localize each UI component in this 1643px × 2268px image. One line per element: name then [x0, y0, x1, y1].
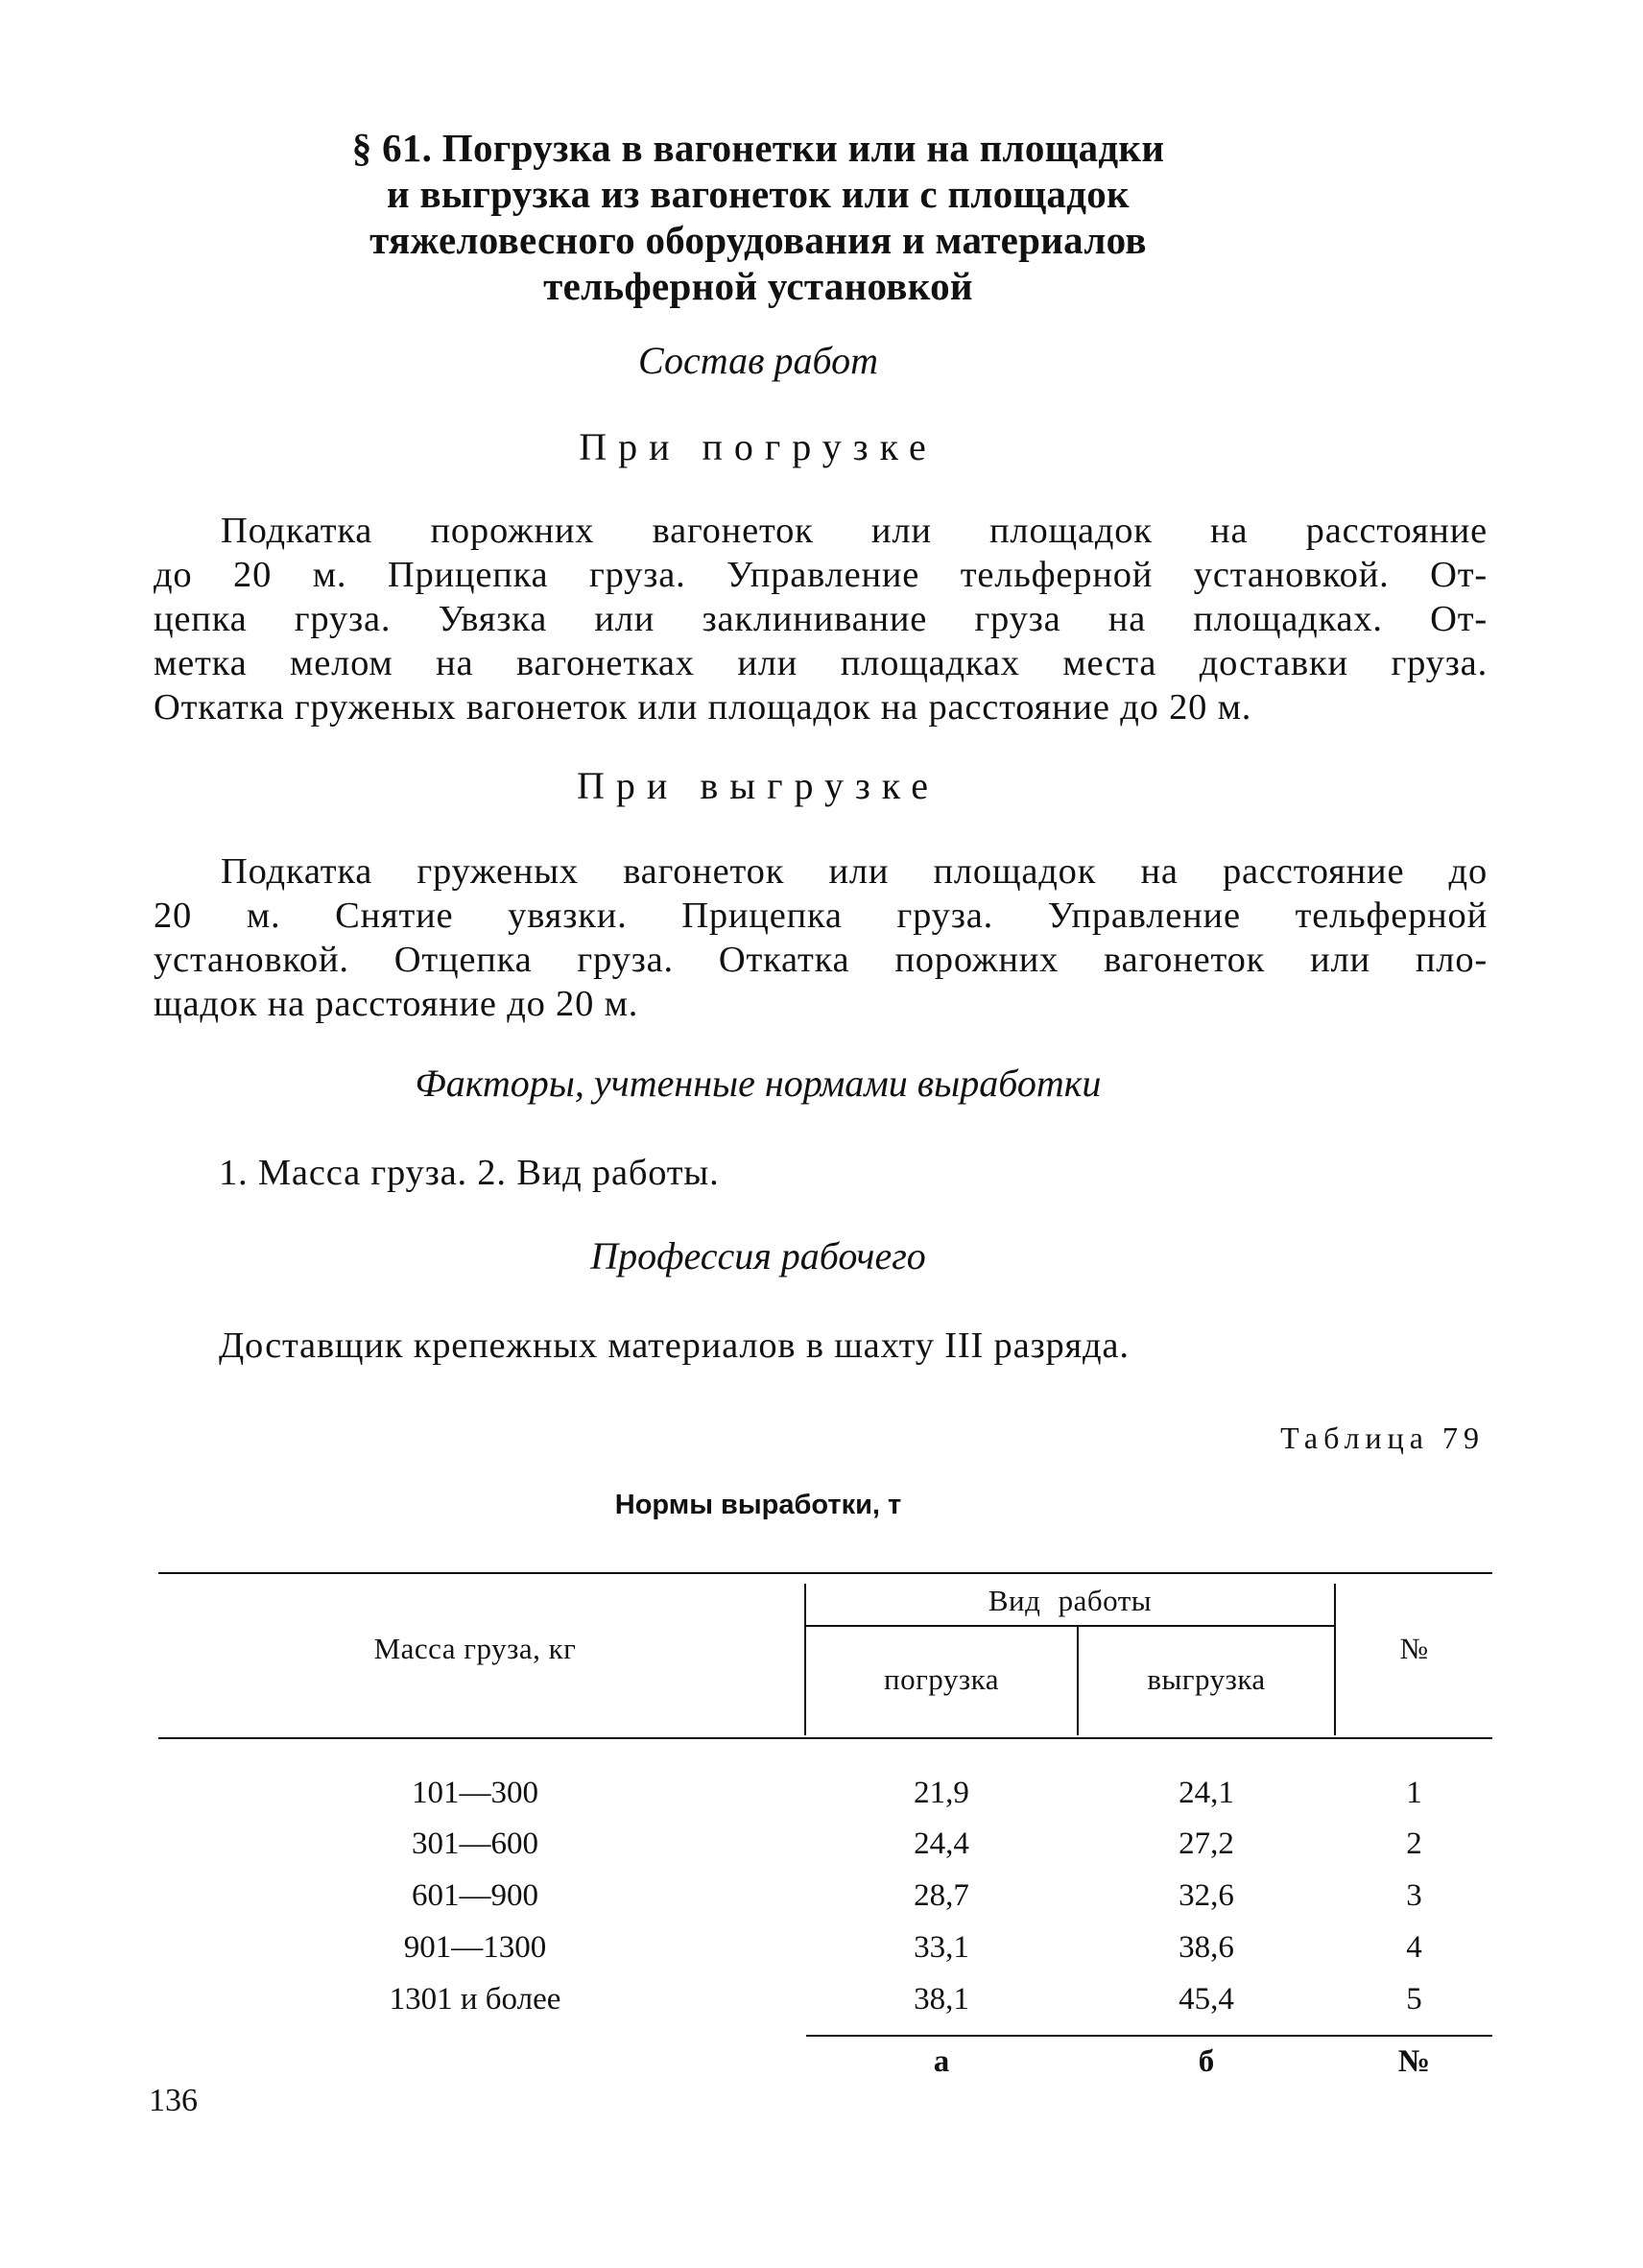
heading-line: тяжеловесного оборудования и материалов	[369, 218, 1147, 262]
cell-unloading: 27,2	[1179, 1826, 1234, 1861]
header-unloading: выгрузка	[1147, 1662, 1266, 1696]
cell-mass: 601—900	[412, 1878, 538, 1913]
cell-loading: 38,1	[914, 1982, 969, 2017]
cell-mass: 901—1300	[403, 1930, 547, 1965]
cell-mass: 301—600	[412, 1826, 538, 1861]
cell-unloading: 24,1	[1179, 1776, 1234, 1810]
loading-title: При погрузке	[579, 425, 938, 468]
table-label: Таблица 79	[1280, 1420, 1485, 1455]
page-number: 136	[149, 2083, 198, 2118]
table-subheader-rule	[806, 1625, 1334, 1627]
paragraph-line: установкой. Отцепка груза. Откатка порожних вагонеток или пло-	[154, 940, 1488, 980]
cell-number: 1	[1406, 1776, 1422, 1810]
table-bottom-rule	[806, 2035, 1492, 2037]
composition-title: Состав работ	[638, 339, 878, 382]
cell-number: 3	[1406, 1878, 1422, 1913]
header-mass: Масса груза, кг	[373, 1632, 577, 1665]
cell-number: 5	[1406, 1982, 1422, 2017]
paragraph-line: Подкатка порожних вагонеток или площадок на расстояние	[221, 511, 1488, 551]
paragraph-line: 20 м. Снятие увязки. Прицепка груза. Управление тельферной	[154, 895, 1488, 936]
table-header-bottom-rule	[158, 1737, 1492, 1739]
cell-number: 4	[1406, 1930, 1422, 1965]
heading-line: тельферной установкой	[543, 264, 973, 308]
cell-unloading: 38,6	[1179, 1930, 1234, 1965]
profession-text: Доставщик крепежных материалов в шахту III разряда.	[219, 1325, 1130, 1366]
paragraph-line: цепка груза. Увязка или заклинивание груза на площадках. От-	[154, 599, 1488, 639]
footer-col-a: а	[933, 2044, 950, 2079]
paragraph-line: Подкатка груженых вагонеток или площадок на расстояние до	[221, 851, 1488, 892]
header-work-type: Вид работы	[988, 1584, 1153, 1617]
cell-loading: 28,7	[914, 1878, 969, 1913]
cell-number: 2	[1406, 1826, 1422, 1861]
loading-paragraph	[154, 509, 1488, 729]
cell-loading: 33,1	[914, 1930, 969, 1965]
header-loading: погрузка	[884, 1662, 999, 1696]
cell-unloading: 45,4	[1179, 1982, 1234, 2017]
cell-mass: 1301 и более	[389, 1982, 561, 2017]
paragraph-line: щадок на расстояние до 20 м.	[154, 984, 639, 1024]
paragraph-line: Откатка груженых вагонеток или площадок на расстояние до 20 м.	[154, 687, 1252, 728]
footer-col-number: №	[1397, 2044, 1431, 2079]
section-heading	[230, 125, 1286, 309]
cell-mass: 101—300	[412, 1776, 538, 1810]
table-top-rule	[158, 1572, 1492, 1574]
heading-line: § 61. Погрузка в вагонетки или на площадки	[351, 126, 1165, 170]
cell-loading: 24,4	[914, 1826, 969, 1861]
factors-text: 1. Масса груза. 2. Вид работы.	[219, 1153, 720, 1193]
heading-line: и выгрузка из вагонеток или с площадок	[387, 172, 1130, 216]
paragraph-line: до 20 м. Прицепка груза. Управление тельферной установкой. От-	[154, 555, 1488, 595]
table-title: Нормы выработки, т	[614, 1490, 902, 1520]
cell-loading: 21,9	[914, 1776, 969, 1810]
header-number: №	[1399, 1632, 1429, 1665]
paragraph-line: метка мелом на вагонетках или площадках места доставки груза.	[154, 643, 1488, 683]
profession-title: Профессия рабочего	[590, 1234, 926, 1277]
factors-title: Факторы, учтенные нормами выработки	[415, 1062, 1102, 1105]
cell-unloading: 32,6	[1179, 1878, 1234, 1913]
unloading-title: При выгрузке	[577, 764, 940, 807]
unloading-paragraph	[154, 849, 1488, 1026]
footer-col-b: б	[1198, 2044, 1215, 2079]
